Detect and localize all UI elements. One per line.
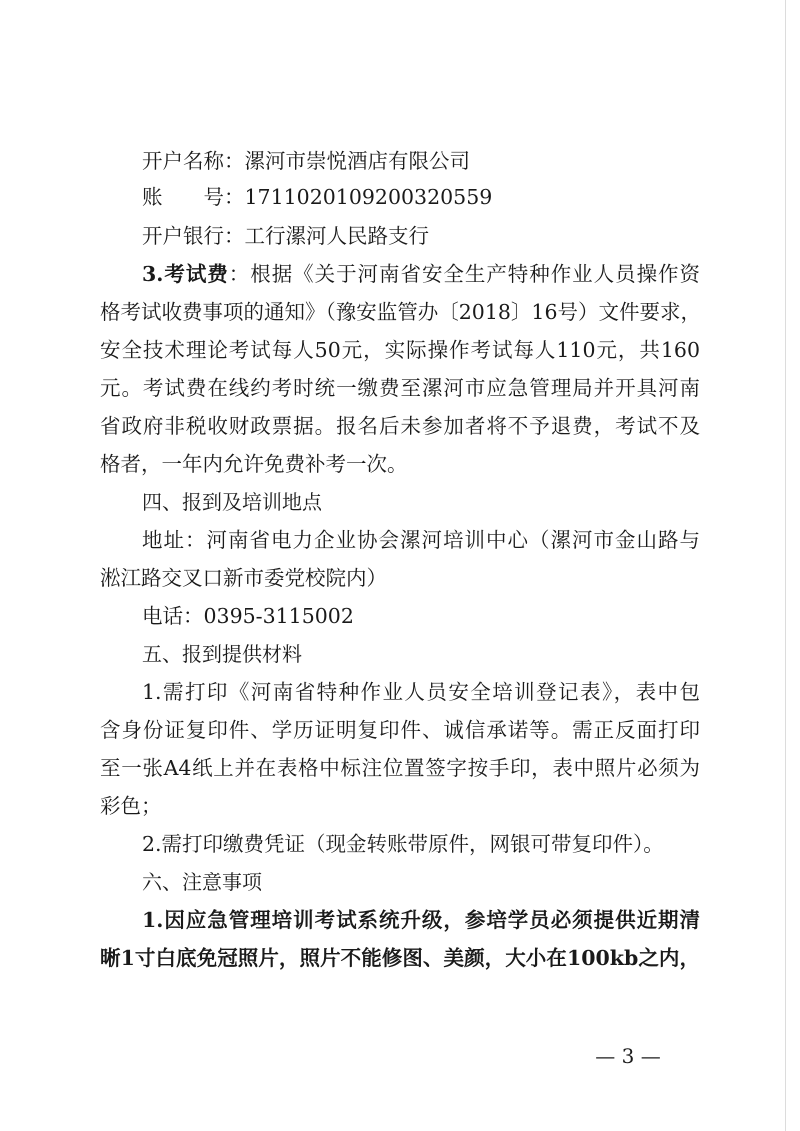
exam-fee-label: 3.考试费 [142,262,229,286]
exam-fee-line-6: 格者，一年内允许免费补考一次。 [100,452,408,476]
account-bank-line: 开户银行：工行漯河人民路支行 [142,224,429,248]
section4-phone-line: 电话：0395-3115002 [142,604,354,628]
section6-item1-line-1: 1.因应急管理培训考试系统升级，参培学员必须提供近期清 [142,908,700,932]
section4-heading: 四、报到及培训地点 [142,490,322,514]
section5-item1-line-3: 至一张A4纸上并在表格中标注位置签字按手印，表中照片必须为 [100,756,700,780]
section6-heading: 六、注意事项 [142,870,262,894]
section4-address-line-2: 淞江路交叉口新市委党校院内） [100,566,387,590]
exam-fee-text: ：根据《关于河南省安全生产特种作业人员操作资 [228,262,701,286]
section5-item1-line-4: 彩色； [100,794,162,818]
account-number-line: 账 号：1711020109200320559 [142,185,493,209]
exam-fee-line-2: 格考试收费事项的通知》（豫安监管办〔2018〕16号）文件要求， [100,300,702,324]
exam-fee-line-4: 元。考试费在线约考时统一缴费至漯河市应急管理局并开具河南 [100,376,700,400]
exam-fee-line-3: 安全技术理论考试每人50元，实际操作考试每人110元，共160 [100,338,700,362]
section5-heading: 五、报到提供材料 [142,642,302,666]
account-name-line: 开户名称：漯河市崇悦酒店有限公司 [142,149,470,173]
exam-fee-line-1 [142,260,700,288]
scan-edge-divider [785,0,786,1131]
page-number: — 3 — [595,1044,661,1068]
section4-address-line-1: 地址：河南省电力企业协会漯河培训中心（漯河市金山路与 [142,528,700,552]
section5-item2-line: 2.需打印缴费凭证（现金转账带原件，网银可带复印件）。 [142,832,664,856]
section5-item1-line-2: 含身份证复印件、学历证明复印件、诚信承诺等。需正反面打印 [100,718,700,742]
section5-item1-line-1: 1.需打印《河南省特种作业人员安全培训登记表》，表中包 [142,680,700,704]
section6-item1-line-2: 晰1寸白底免冠照片，照片不能修图、美颜，大小在100kb之内， [100,946,700,970]
exam-fee-line-5: 省政府非税收财政票据。报名后未参加者将不予退费，考试不及 [100,414,700,438]
